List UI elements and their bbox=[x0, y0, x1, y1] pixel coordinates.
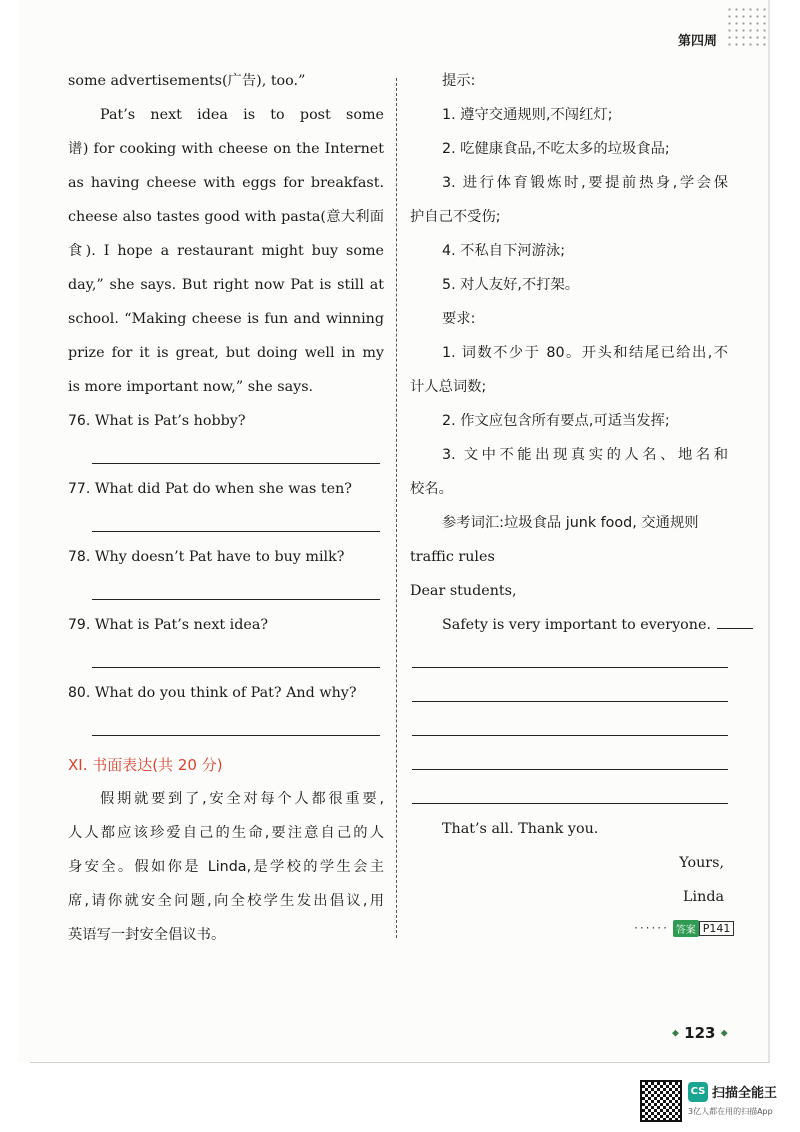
scanner-app-name: 扫描全能王 bbox=[712, 1086, 778, 1101]
letter-closing: That’s all. Thank you. bbox=[442, 821, 599, 837]
qr-code-icon bbox=[640, 1080, 682, 1122]
passage-line: prize for it is great, but doing well in my bbox=[68, 345, 384, 361]
page-number: 123 bbox=[684, 1024, 716, 1042]
hint-item: 4. 不私自下河游泳; bbox=[442, 243, 566, 259]
prompt-line: 席,请你就安全问题,向全校学生发出倡议,用 bbox=[68, 893, 384, 909]
page-bottom-edge bbox=[30, 1062, 770, 1063]
diamond-icon: ◆ bbox=[720, 1028, 728, 1039]
passage-line: some advertisements(广告), too.” bbox=[68, 73, 306, 89]
hint-item: 1. 遵守交通规则,不闯红灯; bbox=[442, 107, 613, 123]
question-number: 78. bbox=[68, 549, 91, 565]
hint-item: 3. 进行体育锻炼时,要提前热身,学会保 bbox=[442, 175, 728, 191]
question-text: Why doesn’t Pat have to buy milk? bbox=[94, 549, 345, 565]
answer-line-78[interactable] bbox=[68, 574, 384, 608]
vocab-reference: traffic rules bbox=[410, 549, 495, 565]
camscanner-logo-icon: CS bbox=[688, 1082, 708, 1102]
page-number-row bbox=[672, 1024, 728, 1042]
section-title: XI. 书面表达(共 20 分) bbox=[68, 756, 223, 774]
requirements-title: 要求: bbox=[442, 311, 476, 327]
answer-reference bbox=[634, 920, 734, 937]
hint-item: 5. 对人友好,不打架。 bbox=[442, 277, 580, 293]
diamond-icon: ◆ bbox=[672, 1028, 679, 1039]
passage-line: 食). I hope a restaurant might buy some bbox=[68, 243, 384, 259]
letter-opening: Safety is very important to everyone. bbox=[442, 617, 712, 633]
question-text: What do you think of Pat? And why? bbox=[94, 685, 357, 701]
question-text: What is Pat’s next idea? bbox=[94, 617, 269, 633]
prompt-line: 人人都应该珍爱自己的生命,要注意自己的人 bbox=[68, 825, 384, 841]
answer-line-77[interactable] bbox=[68, 506, 384, 540]
letter-opening-row bbox=[410, 608, 728, 642]
hint-item: 护自己不受伤; bbox=[410, 209, 501, 225]
answer-line-79[interactable] bbox=[68, 642, 384, 676]
hints-title: 提示: bbox=[442, 73, 476, 89]
question-77 bbox=[68, 472, 384, 506]
scanner-tagline: 3亿人都在用的扫描App bbox=[688, 1107, 773, 1116]
writing-line[interactable] bbox=[410, 710, 728, 744]
passage-line: Pat’s next idea is to post some bbox=[100, 107, 384, 123]
passage-line: 谱) for cooking with cheese on the Internet bbox=[68, 141, 384, 157]
requirement-item: 校名。 bbox=[410, 481, 453, 497]
letter-signoff: Yours, bbox=[679, 855, 724, 871]
question-79 bbox=[68, 608, 384, 642]
requirement-item: 3. 文中不能出现真实的人名、地名和 bbox=[442, 447, 728, 463]
answer-line-76[interactable] bbox=[68, 438, 384, 472]
question-number: 77. bbox=[68, 481, 91, 497]
question-number: 76. bbox=[68, 413, 91, 429]
vocab-reference: 参考词汇:垃圾食品 junk food, 交通规则 bbox=[442, 515, 699, 531]
writing-line[interactable] bbox=[410, 676, 728, 710]
writing-line[interactable] bbox=[410, 642, 728, 676]
question-number: 79. bbox=[68, 617, 91, 633]
answer-page: P141 bbox=[699, 921, 735, 936]
answer-badge: 答案 bbox=[673, 920, 699, 937]
page-edge bbox=[768, 0, 770, 1062]
question-text: What is Pat’s hobby? bbox=[94, 413, 246, 429]
passage-line: day,” she says. But right now Pat is still at bbox=[68, 277, 384, 293]
left-column bbox=[68, 64, 384, 952]
passage-line: as having cheese with eggs for breakfast. bbox=[68, 175, 384, 191]
letter-signature: Linda bbox=[683, 889, 724, 905]
answer-line-80[interactable] bbox=[68, 710, 384, 744]
opening-blank[interactable] bbox=[717, 612, 753, 629]
column-divider bbox=[396, 78, 397, 938]
writing-line[interactable] bbox=[410, 778, 728, 812]
prompt-line: 英语写一封安全倡议书。 bbox=[68, 927, 226, 943]
passage-line: school. “Making cheese is fun and winning bbox=[68, 311, 384, 327]
requirement-item: 2. 作文应包含所有要点,可适当发挥; bbox=[442, 413, 670, 429]
passage-line: cheese also tastes good with pasta(意大利面 bbox=[68, 209, 384, 225]
decorative-dots bbox=[726, 6, 770, 50]
passage-line: is more important now,” she says. bbox=[68, 379, 314, 395]
right-column bbox=[410, 64, 728, 914]
question-78 bbox=[68, 540, 384, 574]
week-label: 第四周 bbox=[678, 34, 718, 49]
requirement-item: 计人总词数; bbox=[410, 379, 487, 395]
prompt-line: 身安全。假如你是 Linda,是学校的学生会主 bbox=[68, 859, 384, 875]
requirement-item: 1. 词数不少于 80。开头和结尾已给出,不 bbox=[442, 345, 728, 361]
prompt-line: 假期就要到了,安全对每个人都很重要, bbox=[100, 791, 384, 807]
hint-item: 2. 吃健康食品,不吃太多的垃圾食品; bbox=[442, 141, 670, 157]
question-76 bbox=[68, 404, 384, 438]
writing-line[interactable] bbox=[410, 744, 728, 778]
answer-dots: ······ bbox=[634, 921, 669, 935]
question-80 bbox=[68, 676, 384, 710]
question-number: 80. bbox=[68, 685, 91, 701]
letter-greeting: Dear students, bbox=[410, 583, 517, 599]
question-text: What did Pat do when she was ten? bbox=[94, 481, 352, 497]
